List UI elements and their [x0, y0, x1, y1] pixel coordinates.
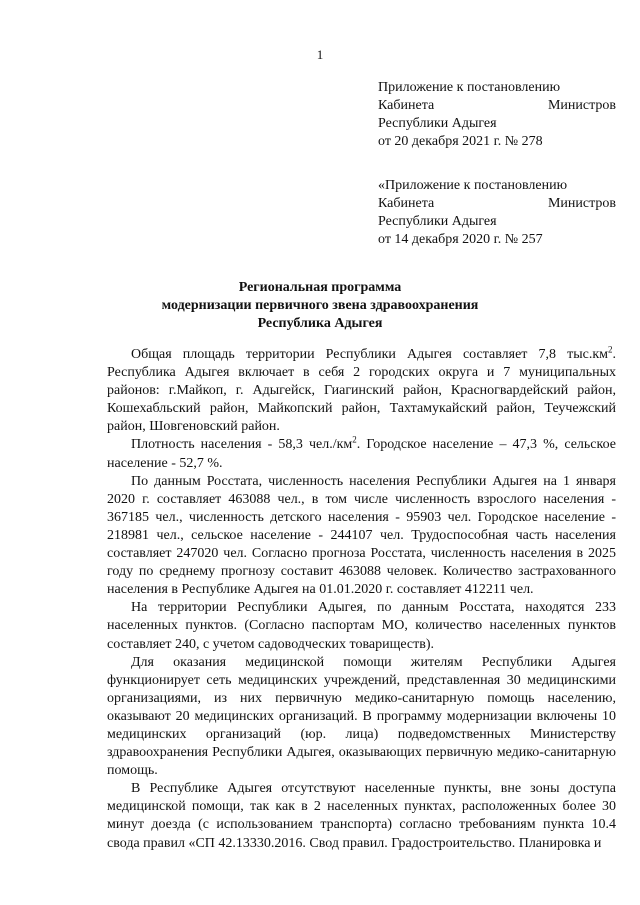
title-line: Республика Адыгея: [257, 316, 383, 331]
appendix-line: [378, 97, 616, 115]
appendix-line: Республики Адыгея: [378, 214, 497, 229]
appendix-line: от 20 декабря 2021 г. № 278: [378, 134, 543, 149]
paragraph-population: По данным Росстата, численность населения Республики Адыгея на 1 января 2020 г. составляет 463088 чел., в том числе численность взрослого населения - 367185 чел., численность детского населения - 95903 чел. Городское население - 218981 чел., сельское население - 244107 чел. Трудоспособная часть населения составляет 247020 чел. Согласно прогноза Росстата, численность населения в 2025 году по среднему прогнозу составит 463088 человек. Количество застрахованного населения в Республике Адыгея на 01.01.2020 г. составляет 412211 чел.: [107, 473, 616, 598]
appendix-word: Министров: [547, 196, 616, 211]
paragraph-area: [107, 346, 616, 436]
paragraph-density: [107, 436, 616, 472]
paragraph-text: Общая площадь территории Республики Адыгея составляет 7,8 тыс.км: [131, 347, 608, 362]
paragraph-text: Плотность населения - 58,3 чел./км: [131, 437, 353, 453]
appendix-word: Кабинета: [378, 196, 435, 211]
appendix-line: [378, 195, 616, 213]
appendix-line: от 14 декабря 2020 г. № 257: [378, 232, 543, 247]
document-body: [107, 346, 616, 853]
appendix-header-current: [378, 79, 616, 151]
document-title: [0, 279, 640, 333]
title-line: Региональная программа: [238, 280, 402, 295]
paragraph-text: . Городское население – 47,3 %, сельское население - 52,7 %.: [107, 437, 616, 471]
appendix-word: Министров: [547, 98, 616, 113]
superscript: 2: [352, 434, 357, 445]
paragraph-text: . Республика Адыгея включает в себя 2 городских округа и 7 муниципальных районов: г.Майкоп, г. Адыгейск, Гиагинский район, Красногвардейский район, Кошехабльский район, Майкопский район, Тахтамукайский район, Теучежский район, Шовгеновский район.: [107, 347, 616, 435]
paragraph-medical-network: Для оказания медицинской помощи жителям Республики Адыгея функционирует сеть медицинских учреждений, представленная 30 медицинскими организациями, из них первичную медико-санитарную помощь населению, оказывают 20 медицинских организаций. В программу модернизации включены 10 медицинских организаций (юр. лица) подведомственных Министерству здравоохранения Республики Адыгея, оказывающих первичную медико-санитарную помощь.: [107, 654, 616, 779]
page-number: 1: [316, 47, 324, 62]
title-line: модернизации первичного звена здравоохранения: [161, 298, 479, 313]
paragraph-accessibility: В Республике Адыгея отсутствуют населенные пункты, вне зоны доступа медицинской помощи, так как в 2 населенных пунктах, расположенных более 30 минут доезда (с использованием транспорта) согласно требованиям пункта 10.4 свода правил «СП 42.13330.2016. Свод правил. Градостроительство. Планировка и: [107, 781, 616, 851]
paragraph-settlements: На территории Республики Адыгея, по данным Росстата, находятся 233 населенных пунктов. (Согласно паспортам МО, количество населенных пунктов составляет 240, с учетом садоводческих товариществ).: [107, 600, 616, 652]
appendix-word: Кабинета: [378, 98, 435, 113]
appendix-header-original: [378, 177, 616, 249]
appendix-line: «Приложение к постановлению: [378, 178, 568, 193]
appendix-line: Республики Адыгея: [378, 116, 497, 131]
superscript: 2: [608, 344, 613, 355]
appendix-line: Приложение к постановлению: [378, 80, 561, 95]
